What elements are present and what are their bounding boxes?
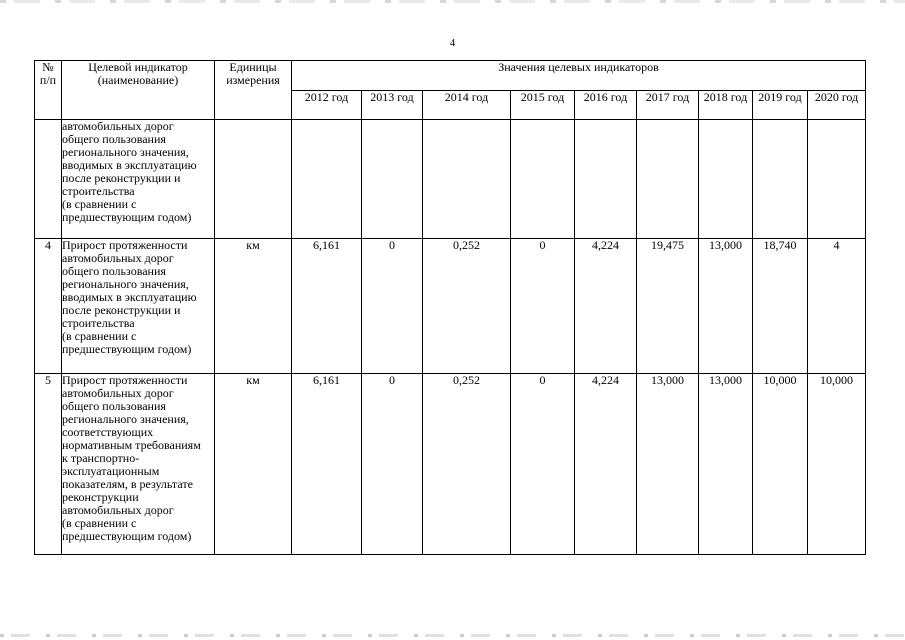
row-value: 13,000 (699, 374, 753, 555)
header-unit-text: Единицы измерения (226, 60, 280, 87)
row-num: 5 (35, 374, 62, 555)
row-value: 4,224 (575, 239, 637, 374)
row-value: 4,224 (575, 374, 637, 555)
row-unit (215, 120, 292, 239)
row-value: 6,161 (292, 374, 362, 555)
table-body (35, 120, 866, 555)
header-name (62, 61, 215, 120)
row-value: 0 (511, 374, 575, 555)
row-value (511, 120, 575, 239)
row-name-text: Прирост протяженности автомобильных дорог общего пользования регионального значения, вводимых в эксплуатацию после реконструкции и строительства (в сравнении с предшествующим годом) (62, 238, 197, 356)
row-value: 10,000 (808, 374, 866, 555)
row-value: 10,000 (753, 374, 808, 555)
header-unit (215, 61, 292, 120)
table-row-4 (35, 239, 866, 374)
table-row-5 (35, 374, 866, 555)
scan-edge-bottom (0, 634, 905, 637)
row-value: 0 (511, 239, 575, 374)
header-year: 2018 год (699, 91, 753, 120)
header-year: 2014 год (423, 91, 511, 120)
row-name-text: автомобильных дорог общего пользования регионального значения, вводимых в эксплуатацию после реконструкции и строительства (в сравнении с предшествующим годом) (62, 119, 197, 224)
row-name-text: Прирост протяженности автомобильных дорог общего пользования регионального значения, соответствующих нормативным требованиям к транспортно- эксплуатационным показателям, в результате реконструкции автомобильных дорог (в сравнении с предшествующим годом) (62, 373, 201, 543)
row-name (62, 239, 215, 374)
scan-edge-top (0, 0, 905, 3)
row-value (292, 120, 362, 239)
row-unit: км (215, 239, 292, 374)
header-num-text: № п/п (39, 60, 57, 87)
row-value: 6,161 (292, 239, 362, 374)
row-value: 13,000 (699, 239, 753, 374)
row-value: 0 (362, 374, 423, 555)
header-year: 2017 год (637, 91, 699, 120)
header-year: 2015 год (511, 91, 575, 120)
header-year: 2012 год (292, 91, 362, 120)
table-header (35, 61, 866, 120)
row-value: 13,000 (637, 374, 699, 555)
row-value: 19,475 (637, 239, 699, 374)
indicators-table (34, 60, 866, 555)
header-year: 2019 год (753, 91, 808, 120)
row-value (637, 120, 699, 239)
row-value: 18,740 (753, 239, 808, 374)
row-unit: км (215, 374, 292, 555)
row-value: 4 (808, 239, 866, 374)
row-value (423, 120, 511, 239)
row-value (808, 120, 866, 239)
row-value (362, 120, 423, 239)
row-value: 0,252 (423, 239, 511, 374)
row-value (753, 120, 808, 239)
header-year: 2020 год (808, 91, 866, 120)
row-value: 0 (362, 239, 423, 374)
header-num (35, 61, 62, 120)
row-num: 4 (35, 239, 62, 374)
row-value: 0,252 (423, 374, 511, 555)
header-year: 2016 год (575, 91, 637, 120)
row-value (575, 120, 637, 239)
row-name (62, 120, 215, 239)
header-values: Значения целевых индикаторов (292, 61, 866, 91)
table-row-continued (35, 120, 866, 239)
row-value (699, 120, 753, 239)
header-name-text: Целевой индикатор (наименование) (88, 60, 188, 87)
header-year: 2013 год (362, 91, 423, 120)
page-number: 4 (449, 37, 456, 49)
row-name (62, 374, 215, 555)
row-num (35, 120, 62, 239)
